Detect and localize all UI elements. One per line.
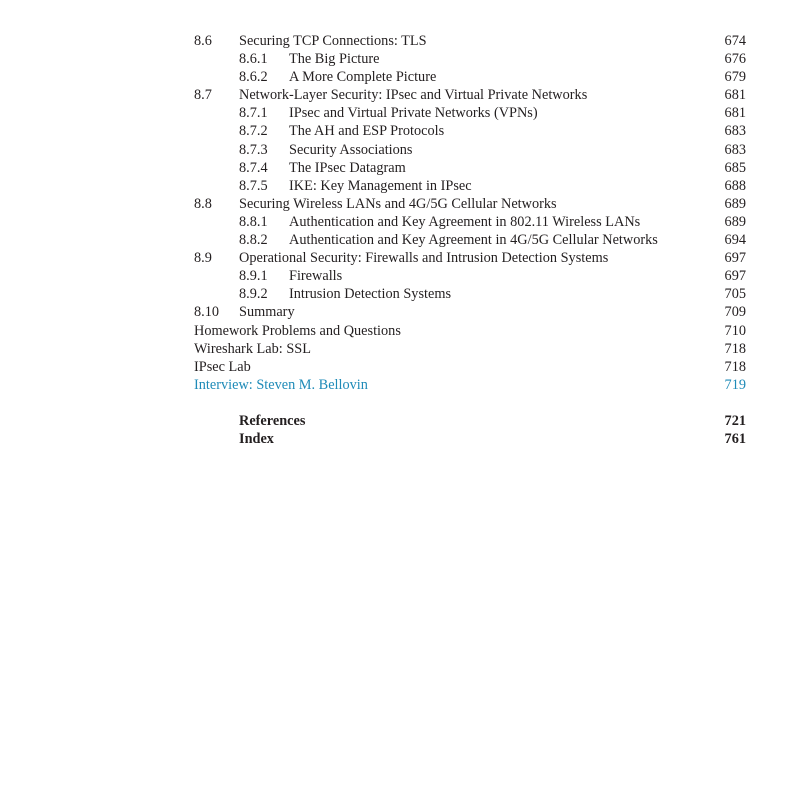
toc-entry-8-7-3 [194, 141, 746, 159]
page-number: 721 [724, 412, 746, 429]
page-number: 683 [724, 123, 746, 140]
page-number: 710 [724, 322, 746, 339]
toc-entry-wireshark-lab [194, 340, 746, 358]
section-title: Network-Layer Security: IPsec and Virtual Private Networks [239, 87, 588, 104]
interview-link[interactable]: Interview: Steven M. Bellovin [194, 376, 368, 393]
end-matter-title: Wireshark Lab: SSL [194, 340, 311, 357]
table-of-contents [194, 32, 746, 448]
subsection-title: IPsec and Virtual Private Networks (VPNs) [289, 105, 538, 122]
end-matter-title: Homework Problems and Questions [194, 322, 401, 339]
subsection-number: 8.8.1 [239, 213, 268, 230]
spacer [194, 394, 746, 412]
page-number: 674 [724, 33, 746, 49]
page-number: 697 [724, 250, 746, 267]
page-number: 718 [724, 358, 746, 375]
subsection-number: 8.7.4 [239, 159, 268, 176]
toc-entry-interview[interactable] [194, 376, 746, 394]
toc-entry-8-6-1 [194, 50, 746, 68]
subsection-title: IKE: Key Management in IPsec [289, 177, 472, 194]
page-number: 685 [724, 159, 746, 176]
page-number: 681 [724, 105, 746, 122]
subsection-title: Authentication and Key Agreement in 4G/5G Cellular Networks [289, 232, 658, 249]
page-number[interactable]: 719 [724, 376, 746, 393]
toc-entry-ipsec-lab [194, 358, 746, 376]
subsection-title: Authentication and Key Agreement in 802.11 Wireless LANs [289, 213, 641, 230]
subsection-title: Intrusion Detection Systems [289, 286, 452, 303]
page-number: 761 [724, 430, 746, 447]
page-number: 689 [724, 213, 746, 230]
end-matter-title: IPsec Lab [194, 358, 251, 375]
subsection-number: 8.7.3 [239, 141, 268, 158]
toc-entry-homework [194, 322, 746, 340]
back-matter-title: References [239, 412, 306, 429]
section-number: 8.7 [194, 87, 212, 104]
page-number: 683 [724, 141, 746, 158]
toc-entry-8-8 [194, 195, 746, 213]
toc-entry-8-9-2 [194, 285, 746, 303]
section-number: 8.8 [194, 195, 212, 212]
toc-entry-8-6 [194, 32, 746, 50]
section-number: 8.10 [194, 304, 220, 321]
page-number: 681 [724, 87, 746, 104]
toc-entry-8-7-2 [194, 122, 746, 140]
subsection-number: 8.9.2 [239, 286, 268, 303]
subsection-number: 8.8.2 [239, 232, 268, 249]
subsection-number: 8.7.1 [239, 105, 268, 122]
subsection-title: The Big Picture [289, 51, 380, 68]
subsection-title: The AH and ESP Protocols [289, 123, 445, 140]
page-number: 689 [724, 195, 746, 212]
page-number: 679 [724, 69, 746, 86]
toc-entry-8-10 [194, 303, 746, 321]
toc-entry-references [194, 412, 746, 430]
page-number: 676 [724, 51, 746, 68]
section-title: Securing TCP Connections: TLS [239, 33, 427, 49]
toc-entry-8-7-1 [194, 104, 746, 122]
toc-entry-8-8-2 [194, 231, 746, 249]
subsection-title: The IPsec Datagram [289, 159, 406, 176]
page-number: 694 [724, 232, 746, 249]
subsection-title: A More Complete Picture [289, 69, 437, 86]
section-title: Operational Security: Firewalls and Intrusion Detection Systems [239, 250, 609, 267]
subsection-number: 8.9.1 [239, 268, 268, 285]
section-title: Summary [239, 304, 295, 321]
toc-entry-8-6-2 [194, 68, 746, 86]
section-number: 8.9 [194, 250, 212, 267]
toc-entry-8-9 [194, 249, 746, 267]
section-number: 8.6 [194, 33, 212, 49]
toc-entry-8-7-4 [194, 159, 746, 177]
toc-entry-8-7 [194, 86, 746, 104]
subsection-number: 8.6.1 [239, 51, 268, 68]
page-number: 709 [724, 304, 746, 321]
subsection-title: Security Associations [289, 141, 413, 158]
subsection-number: 8.7.2 [239, 123, 268, 140]
subsection-number: 8.7.5 [239, 177, 268, 194]
toc-entry-index [194, 430, 746, 448]
page-number: 688 [724, 177, 746, 194]
toc-entry-8-8-1 [194, 213, 746, 231]
page-number: 705 [724, 286, 746, 303]
back-matter-title: Index [239, 430, 274, 447]
page-number: 697 [724, 268, 746, 285]
subsection-number: 8.6.2 [239, 69, 268, 86]
section-title: Securing Wireless LANs and 4G/5G Cellular Networks [239, 195, 557, 212]
toc-entry-8-9-1 [194, 267, 746, 285]
subsection-title: Firewalls [289, 268, 343, 285]
page-number: 718 [724, 340, 746, 357]
toc-entry-8-7-5 [194, 177, 746, 195]
